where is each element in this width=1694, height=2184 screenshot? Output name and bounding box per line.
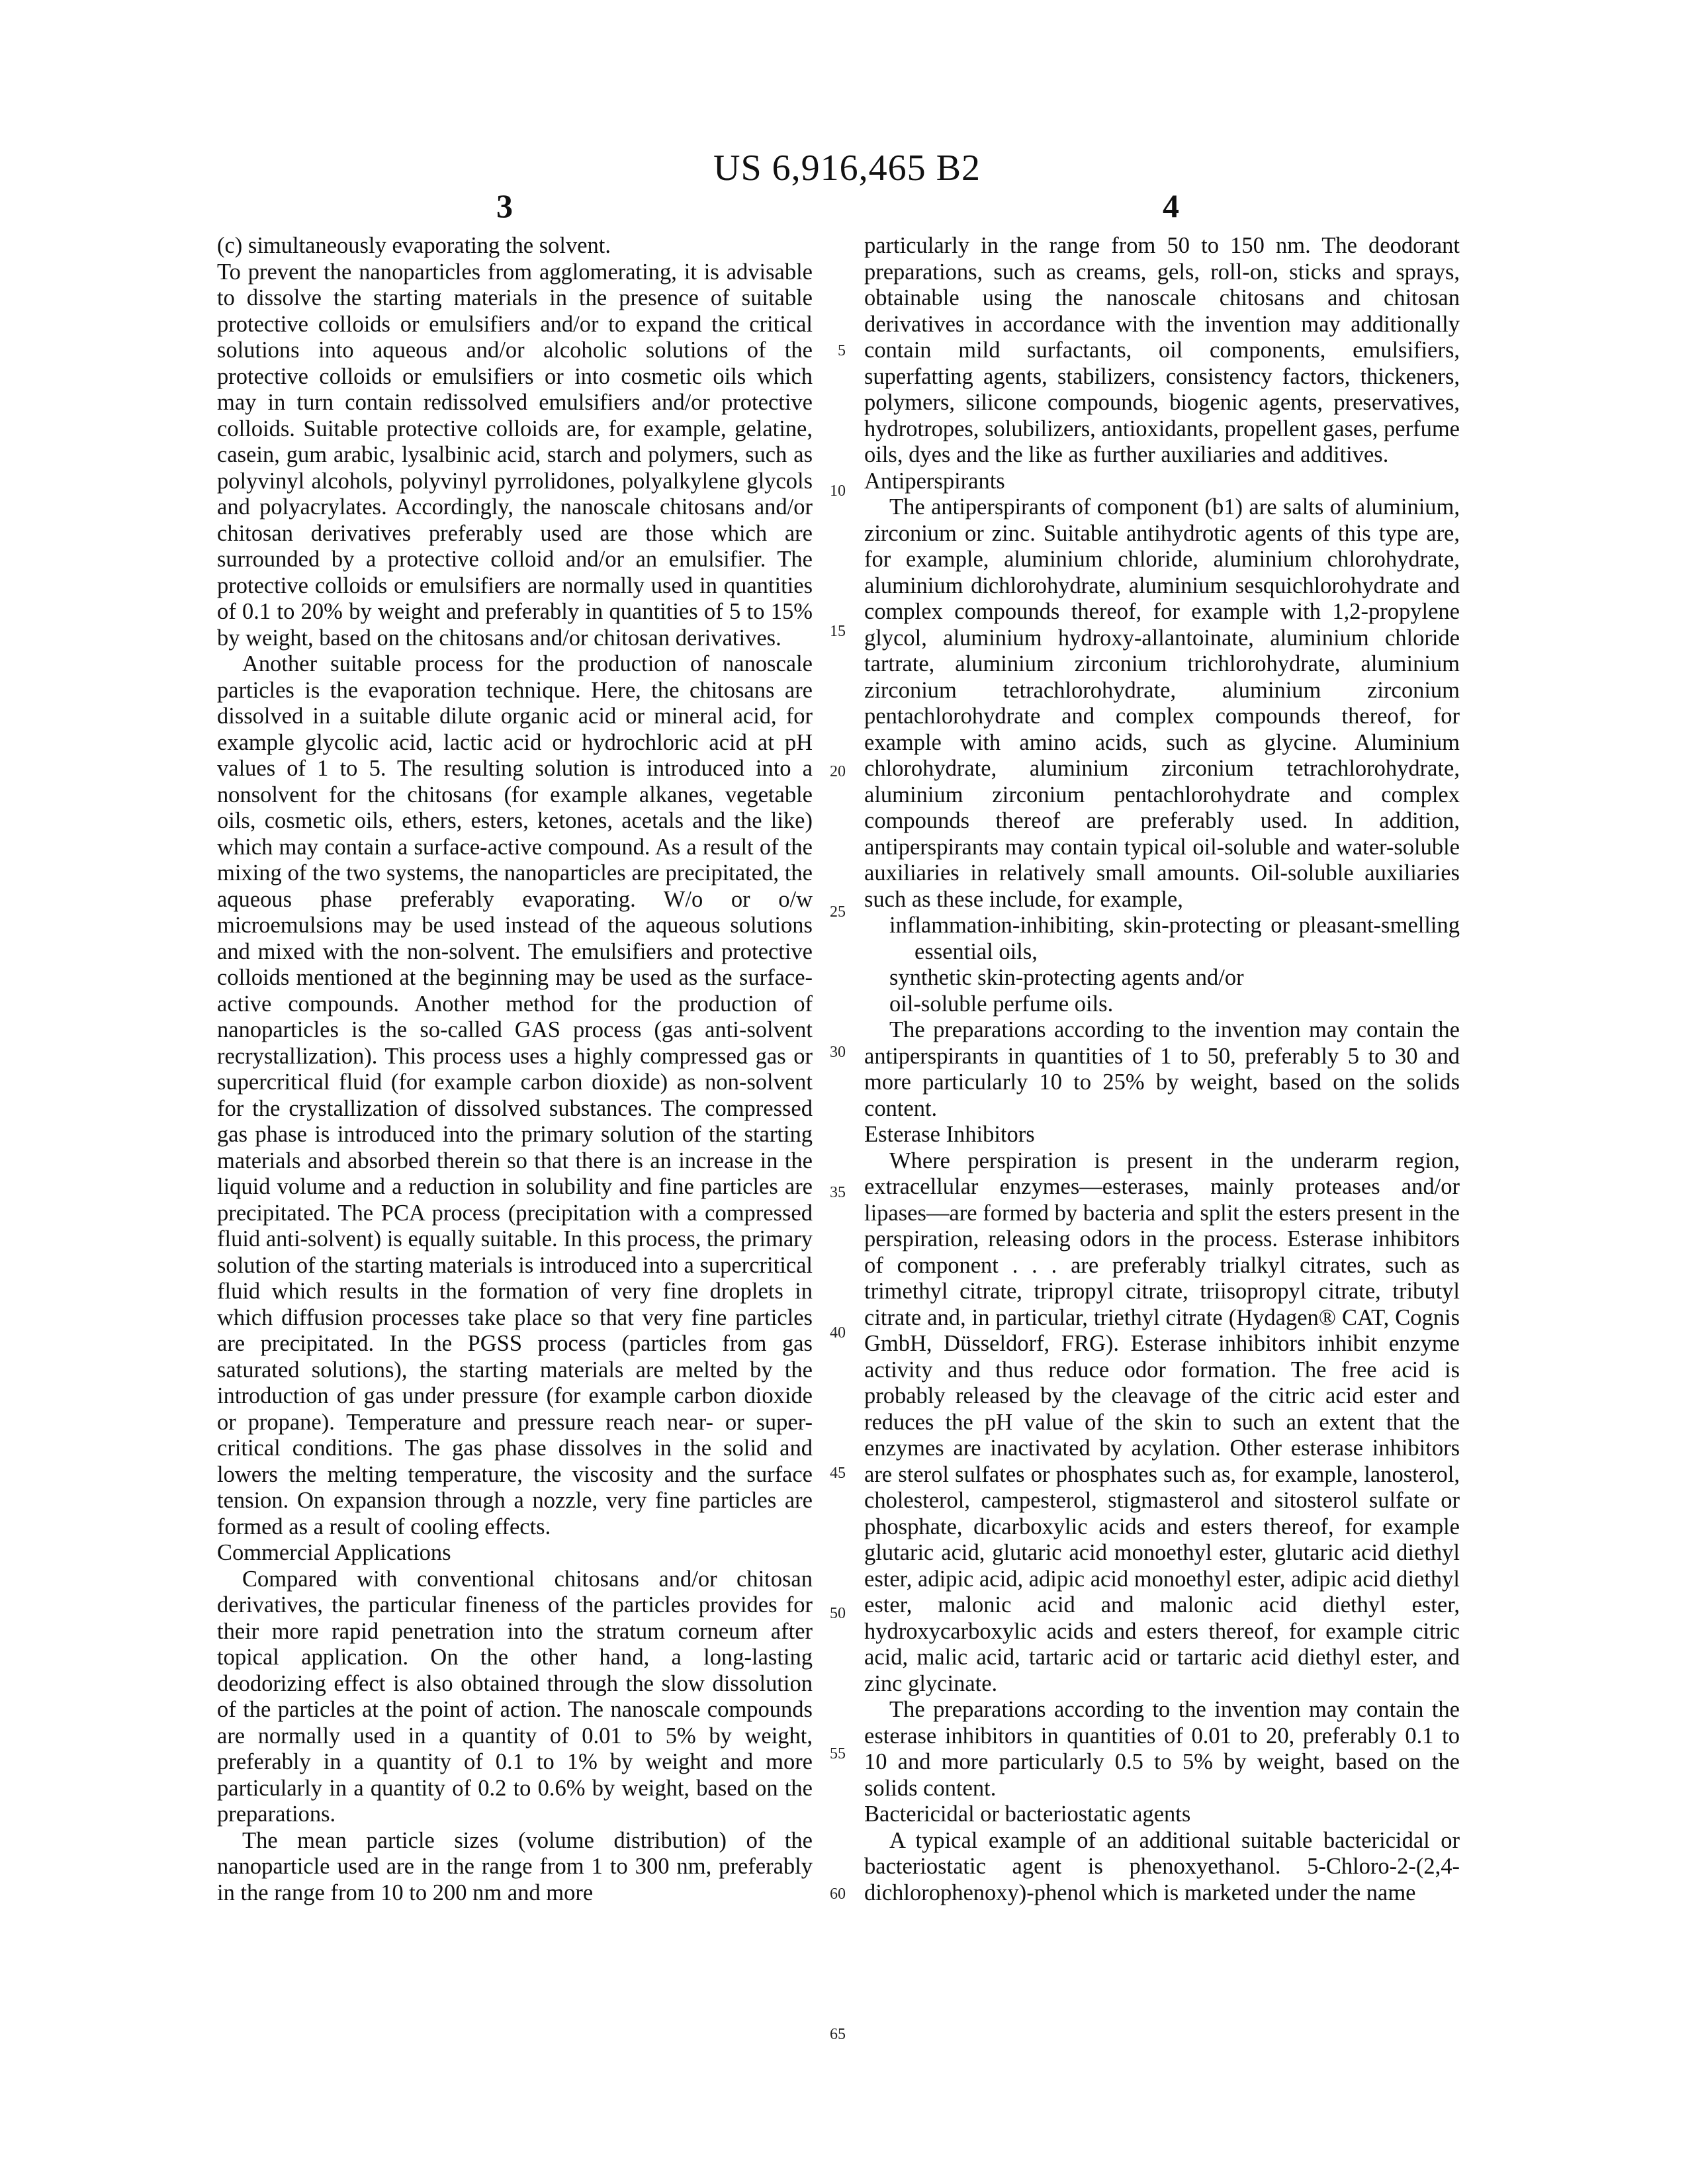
- line-number: 45: [830, 1465, 846, 1482]
- line-number: 65: [830, 2026, 846, 2043]
- section-heading: Commercial Applications: [217, 1540, 451, 1565]
- section-heading: Bactericidal or bacteriostatic agents: [864, 1801, 1191, 1827]
- section-heading: Antiperspirants: [864, 468, 1005, 494]
- line-number: 60: [830, 1886, 846, 1903]
- paragraph: Another suitable process for the production of nanoscale particles is the evaporation technique. Here, the chitosans are dissolved in a suitable dilute organic acid or mineral acid, for example glycolic acid, lactic acid or hydrochloric acid at pH values of 1 to 5. The resulting solution is introduced into a nonsolvent for the chitosans (for example alkanes, vegetable oils, cosmetic oils, ethers, esters, ketones, acetals and the like) which may contain a surface-active compound. As a result of the mixing of the two systems, the nanoparticles are precipitated, the aqueous phase preferably evaporating. W/o or o/w microemulsions may be used instead of the aqueous solutions and mixed with the non-solvent. The emulsifiers and protective colloids mentioned at the beginning may be used as the surface-active compounds. Another method for the production of nanoparticles is the so-called GAS process (gas anti-solvent recrystallization). This process uses a highly compressed gas or supercritical fluid (for example carbon dioxide) as non-solvent for the crystallization of dissolved substances. The compressed gas phase is introduced into the primary solution of the starting materials and absorbed therein so that there is an increase in the liquid volume and a reduction in solubility and fine particles are precipitated. The PCA process (precipitation with a compressed fluid anti-solvent) is equally suitable. In this process, the primary solution of the starting materials is introduced into a supercritical fluid which results in the formation of very fine droplets in which diffusion processes take place so that very fine particles are precipitated. In the PGSS process (particles from gas saturated solutions), the starting materials are melted by the introduction of gas under pressure (for example carbon dioxide or propane). Temperature and pressure reach near- or super-critical conditions. The gas phase dissolves in the solid and lowers the melting temperature, the viscosity and the surface tension. On expansion through a nozzle, very fine particles are formed as a result of cooling effects.: [217, 651, 813, 1539]
- line-number: 10: [830, 482, 846, 500]
- paragraph: The mean particle sizes (volume distribution) of the nanoparticle used are in the range from 1 to 300 nm, preferably in the range from 10 to 200 nm and more: [217, 1827, 813, 1905]
- left-column: [217, 233, 813, 1906]
- line-number: 15: [830, 623, 846, 640]
- line-number: 30: [830, 1044, 846, 1061]
- paragraph: The antiperspirants of component (b1) are salts of aluminium, zirconium or zinc. Suitable antihydrotic agents of this type are, for example, aluminium chloride, aluminium chlorohydrate, aluminium dichlorohydrate, aluminium sesquichlorohydrate and complex compounds thereof, for example with 1,2-propylene glycol, aluminium hydroxy-allantoinate, aluminium chloride tartrate, aluminium zirconium trichlorohydrate, aluminium zirconium tetrachlorohydrate, aluminium zirconium pentachlorohydrate and complex compounds thereof, for example with amino acids, such as glycine. Aluminium chlorohydrate, aluminium zirconium tetrachlorohydrate, aluminium zirconium pentachlorohydrate and complex compounds thereof are preferably used. In addition, antiperspirants may contain typical oil-soluble and water-soluble auxiliaries in relatively small amounts. Oil-soluble auxiliaries such as these include, for example,: [864, 494, 1460, 912]
- column-number-left: 3: [496, 187, 513, 224]
- paragraph: Where perspiration is present in the underarm region, extracellular enzymes—esterases, mainly proteases and/or lipases—are formed by bacteria and split the esters present in the perspiration, releasing odors in the process. Esterase inhibitors of component . . . are preferably trialkyl citrates, such as trimethyl citrate, tripropyl citrate, triisopropyl citrate, tributyl citrate and, in particular, triethyl citrate (Hydagen® CAT, Cognis GmbH, Düsseldorf, FRG). Esterase inhibitors inhibit enzyme activity and thus reduce odor formation. The free acid is probably released by the cleavage of the citric acid ester and reduces the pH value of the skin to such an extent that the enzymes are inactivated by acylation. Other esterase inhibitors are sterol sulfates or phosphates such as, for example, lanosterol, cholesterol, campesterol, stigmasterol and sitosterol sulfate or phosphate, dicarboxylic acids and esters thereof, for example glutaric acid, glutaric acid monoethyl ester, glutaric acid diethyl ester, adipic acid, adipic acid monoethyl ester, adipic acid diethyl ester, malonic acid and malonic acid diethyl ester, hydroxycarboxylic acids and esters thereof, for example citric acid, malic acid, tartaric acid or tartaric acid diethyl ester, and zinc glycinate.: [864, 1148, 1460, 1696]
- line-number: 5: [838, 342, 846, 359]
- paragraph: Compared with conventional chitosans and/or chitosan derivatives, the particular fineness of the particles provides for their more rapid penetration into the stratum corneum after topical application. On the other hand, a long-lasting deodorizing effect is also obtained through the slow dissolution of the particles at the point of action. The nanoscale compounds are normally used in a quantity of 0.01 to 5% by weight, preferably in a quantity of 0.1 to 1% by weight and more particularly in a quantity of 0.2 to 0.6% by weight, based on the preparations.: [217, 1566, 813, 1827]
- list-item: oil-soluble perfume oils.: [889, 991, 1114, 1017]
- paragraph: To prevent the nanoparticles from agglomerating, it is advisable to dissolve the starting materials in the presence of suitable protective colloids or emulsifiers and/or to expand the critical solutions into aqueous and/or alcoholic solutions of the protective colloids or emulsifiers or into cosmetic oils which may in turn contain redissolved emulsifiers and/or protective colloids. Suitable protective colloids are, for example, gelatine, casein, gum arabic, lysalbinic acid, starch and polymers, such as polyvinyl alcohols, polyvinyl pyrrolidones, polyalkylene glycols and polyacrylates. Accordingly, the nanoscale chitosans and/or chitosan derivatives preferably used are those which are surrounded by a protective colloid and/or an emulsifier. The protective colloids or emulsifiers are normally used in quantities of 0.1 to 20% by weight and preferably in quantities of 5 to 15% by weight, based on the chitosans and/or chitosan derivatives.: [217, 259, 813, 651]
- paragraph: A typical example of an additional suitable bactericidal or bacteriostatic agent is phenoxyethanol. 5-Chloro-2-(2,4-dichlorophenoxy)-phenol which is marketed under the name: [864, 1827, 1460, 1905]
- list-item: inflammation-inhibiting, skin-protecting or pleasant-smelling essential oils,: [889, 913, 1460, 964]
- line-number: 55: [830, 1745, 846, 1762]
- paragraph: (c) simultaneously evaporating the solvent.: [217, 233, 611, 258]
- line-number: 35: [830, 1184, 846, 1201]
- line-number: 40: [830, 1324, 846, 1342]
- section-heading: Esterase Inhibitors: [864, 1122, 1035, 1147]
- paragraph: particularly in the range from 50 to 150 nm. The deodorant preparations, such as creams, gels, roll-on, sticks and sprays, obtainable using the nanoscale chitosans and chitosan derivatives in accordance with the invention may additionally contain mild surfactants, oil components, emulsifiers, superfatting agents, stabilizers, consistency factors, thickeners, polymers, silicone compounds, biogenic agents, preservatives, hydrotropes, solubilizers, antioxidants, propellent gases, perfume oils, dyes and the like as further auxiliaries and additives.: [864, 233, 1460, 467]
- right-column: [864, 233, 1460, 1906]
- paragraph: The preparations according to the invention may contain the antiperspirants in quantities of 1 to 50, preferably 5 to 30 and more particularly 10 to 25% by weight, based on the solids content.: [864, 1017, 1460, 1121]
- line-number: 50: [830, 1605, 846, 1622]
- line-number: 25: [830, 903, 846, 921]
- list-item: synthetic skin-protecting agents and/or: [889, 965, 1244, 990]
- patent-number: US 6,916,465 B2: [713, 148, 981, 189]
- paragraph: The preparations according to the invention may contain the esterase inhibitors in quantities of 0.01 to 20, preferably 0.1 to 10 and more particularly 0.5 to 5% by weight, based on the solids content.: [864, 1697, 1460, 1801]
- column-number-right: 4: [1163, 187, 1179, 224]
- line-number: 20: [830, 763, 846, 780]
